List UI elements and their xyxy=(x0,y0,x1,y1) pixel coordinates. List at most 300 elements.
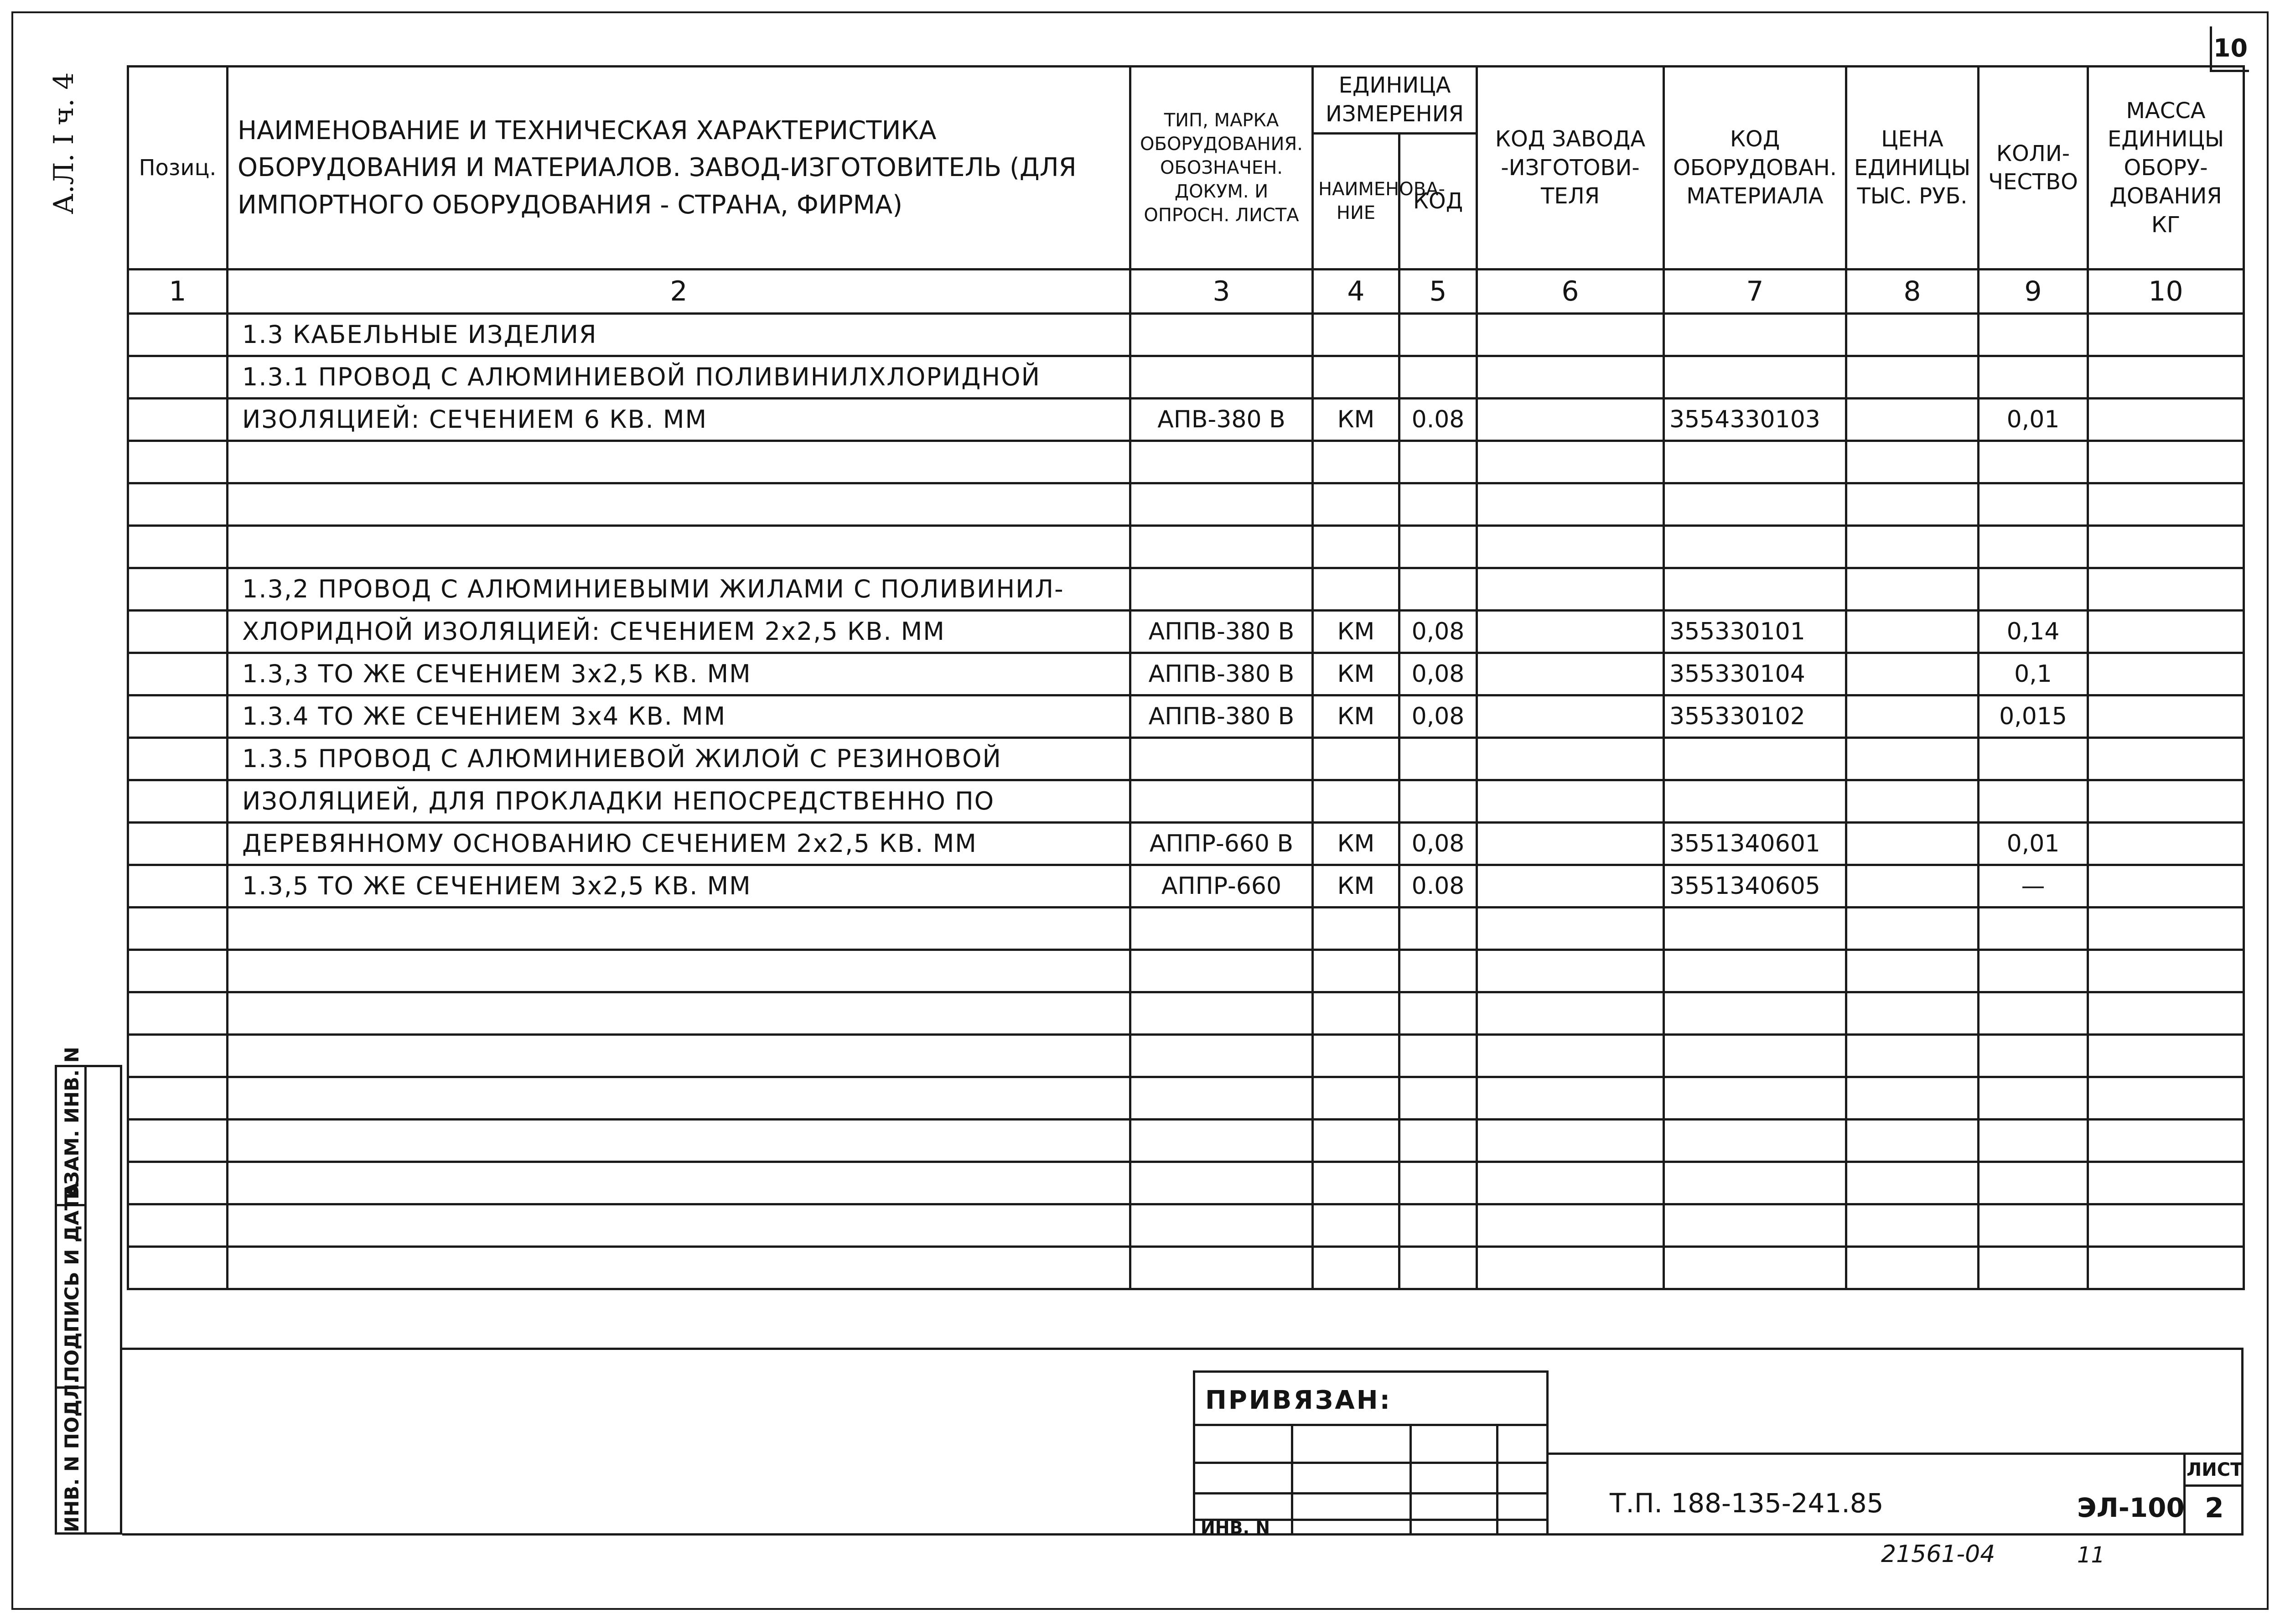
cell-name xyxy=(228,1204,1130,1247)
table-row xyxy=(128,992,2244,1035)
attached-grid-line xyxy=(1409,1424,1412,1536)
cell-qty xyxy=(1979,1204,2088,1247)
cell-unit: КМ xyxy=(1313,823,1399,865)
cell-mass xyxy=(2088,356,2244,399)
cell-mass xyxy=(2088,1204,2244,1247)
cell-mass xyxy=(2088,314,2244,356)
cell-mass xyxy=(2088,568,2244,611)
cell-factory xyxy=(1477,1120,1664,1162)
cell-factory xyxy=(1477,568,1664,611)
cell-qty xyxy=(1979,738,2088,780)
cell-pos xyxy=(128,653,228,695)
col-number: 10 xyxy=(2088,270,2244,314)
cell-code xyxy=(1399,526,1477,568)
cell-equip xyxy=(1664,1162,1846,1204)
attached-box xyxy=(1193,1370,1549,1538)
cell-name: ХЛОРИДНОЙ ИЗОЛЯЦИЕЙ: СЕЧЕНИЕМ 2х2,5 КВ. ММ xyxy=(228,611,1130,653)
cell-price xyxy=(1846,314,1979,356)
cell-mass xyxy=(2088,1247,2244,1289)
cell-factory xyxy=(1477,1077,1664,1120)
cell-type: АППВ-380 В xyxy=(1130,611,1313,653)
cell-pos xyxy=(128,441,228,483)
cell-mass xyxy=(2088,611,2244,653)
header-price: ЦЕНА ЕДИНИЦЫ ТЫС. РУБ. xyxy=(1846,67,1979,270)
cell-type xyxy=(1130,992,1313,1035)
cell-code xyxy=(1399,1077,1477,1120)
cell-factory xyxy=(1477,611,1664,653)
cell-factory xyxy=(1477,356,1664,399)
cell-name: 1.3.4 ТО ЖЕ СЕЧЕНИЕМ 3х4 КВ. ММ xyxy=(228,695,1130,738)
cell-unit xyxy=(1313,314,1399,356)
cell-code xyxy=(1399,992,1477,1035)
cell-factory xyxy=(1477,1204,1664,1247)
cell-price xyxy=(1846,1077,1979,1120)
attached-grid-line xyxy=(1496,1424,1498,1536)
cell-equip xyxy=(1664,526,1846,568)
cell-price xyxy=(1846,526,1979,568)
sheet-value: 2 xyxy=(2205,1492,2224,1524)
cell-factory xyxy=(1477,738,1664,780)
cell-type xyxy=(1130,1120,1313,1162)
cell-factory xyxy=(1477,992,1664,1035)
cell-qty xyxy=(1979,568,2088,611)
cell-pos xyxy=(128,950,228,992)
cell-pos xyxy=(128,356,228,399)
header-pos: Позиц. xyxy=(128,67,228,270)
cell-unit xyxy=(1313,1120,1399,1162)
cell-type: АПВ-380 В xyxy=(1130,399,1313,441)
cell-qty xyxy=(1979,314,2088,356)
cell-code: 0,08 xyxy=(1399,611,1477,653)
cell-factory xyxy=(1477,1035,1664,1077)
cell-qty xyxy=(1979,780,2088,823)
cell-code xyxy=(1399,1247,1477,1289)
table-row xyxy=(128,950,2244,992)
cell-unit: КМ xyxy=(1313,695,1399,738)
sheet-number: 10 xyxy=(2210,26,2249,72)
table-row xyxy=(128,356,2244,399)
cell-mass xyxy=(2088,695,2244,738)
cell-mass xyxy=(2088,526,2244,568)
cell-equip xyxy=(1664,992,1846,1035)
title-line xyxy=(1549,1453,2244,1455)
table-row xyxy=(128,865,2244,908)
cell-price xyxy=(1846,568,1979,611)
cell-mass xyxy=(2088,1035,2244,1077)
cell-equip xyxy=(1664,314,1846,356)
cell-code xyxy=(1399,568,1477,611)
cell-pos xyxy=(128,1247,228,1289)
table-row xyxy=(128,823,2244,865)
cell-price xyxy=(1846,1162,1979,1204)
cell-name xyxy=(228,1162,1130,1204)
cell-price xyxy=(1846,992,1979,1035)
cell-code xyxy=(1399,314,1477,356)
col-number: 6 xyxy=(1477,270,1664,314)
table-row xyxy=(128,483,2244,526)
cell-qty xyxy=(1979,908,2088,950)
cell-unit xyxy=(1313,1162,1399,1204)
stamp-divider xyxy=(84,1067,87,1532)
cell-pos xyxy=(128,908,228,950)
cell-name: 1.3,3 ТО ЖЕ СЕЧЕНИЕМ 3х2,5 КВ. ММ xyxy=(228,653,1130,695)
col-number: 2 xyxy=(228,270,1130,314)
table-row xyxy=(128,526,2244,568)
cell-factory xyxy=(1477,1247,1664,1289)
table-row xyxy=(128,695,2244,738)
cell-pos xyxy=(128,780,228,823)
cell-factory xyxy=(1477,526,1664,568)
cell-name: 1.3,2 ПРОВОД С АЛЮМИНИЕВЫМИ ЖИЛАМИ С ПОЛИВИНИЛ- xyxy=(228,568,1130,611)
specification-table xyxy=(127,65,2245,1290)
project-number: Т.П. 188-135-241.85 xyxy=(1610,1488,1884,1519)
cell-name: ИЗОЛЯЦИЕЙ, ДЛЯ ПРОКЛАДКИ НЕПОСРЕДСТВЕННО ПО xyxy=(228,780,1130,823)
header-mass: МАССА ЕДИНИЦЫ ОБОРУ- ДОВАНИЯ КГ xyxy=(2088,67,2244,270)
cell-price xyxy=(1846,611,1979,653)
stamp-inv-orig: ИНВ. N ПОДЛ. xyxy=(61,1376,83,1532)
cell-unit xyxy=(1313,356,1399,399)
table-row xyxy=(128,441,2244,483)
cell-pos xyxy=(128,314,228,356)
cell-name xyxy=(228,950,1130,992)
cell-mass xyxy=(2088,399,2244,441)
cell-code xyxy=(1399,738,1477,780)
cell-price xyxy=(1846,1247,1979,1289)
cell-mass xyxy=(2088,823,2244,865)
cell-equip xyxy=(1664,1247,1846,1289)
cell-factory xyxy=(1477,314,1664,356)
cell-pos xyxy=(128,399,228,441)
table-row xyxy=(128,399,2244,441)
cell-equip xyxy=(1664,738,1846,780)
cell-equip xyxy=(1664,1204,1846,1247)
cell-pos xyxy=(128,526,228,568)
cell-type xyxy=(1130,1247,1313,1289)
cell-pos xyxy=(128,1077,228,1120)
cell-mass xyxy=(2088,1162,2244,1204)
header-factory-code: КОД ЗАВОДА -ИЗГОТОВИ- ТЕЛЯ xyxy=(1477,67,1664,270)
cell-qty xyxy=(1979,950,2088,992)
col-number: 5 xyxy=(1399,270,1477,314)
attached-grid-line xyxy=(1195,1462,1549,1464)
cell-equip xyxy=(1664,483,1846,526)
archive-number: 21561-04 xyxy=(1881,1541,1995,1568)
cell-factory xyxy=(1477,399,1664,441)
col-number: 1 xyxy=(128,270,228,314)
cell-equip: 355330104 xyxy=(1664,653,1846,695)
cell-price xyxy=(1846,399,1979,441)
cell-unit: КМ xyxy=(1313,653,1399,695)
cell-price xyxy=(1846,1204,1979,1247)
cell-code xyxy=(1399,1162,1477,1204)
stamp-replace-inv: ВЗАМ. ИНВ. N xyxy=(61,1047,83,1199)
cell-price xyxy=(1846,1120,1979,1162)
cell-qty xyxy=(1979,441,2088,483)
cell-mass xyxy=(2088,780,2244,823)
table-row xyxy=(128,1204,2244,1247)
cell-name xyxy=(228,483,1130,526)
cell-code xyxy=(1399,483,1477,526)
cell-name: 1.3 КАБЕЛЬНЫЕ ИЗДЕЛИЯ xyxy=(228,314,1130,356)
cell-mass xyxy=(2088,950,2244,992)
cell-pos xyxy=(128,738,228,780)
col-number: 3 xyxy=(1130,270,1313,314)
cell-name: 1.3.5 ПРОВОД С АЛЮМИНИЕВОЙ ЖИЛОЙ С РЕЗИНОВОЙ xyxy=(228,738,1130,780)
cell-qty xyxy=(1979,1077,2088,1120)
header-unit: ЕДИНИЦА ИЗМЕРЕНИЯ xyxy=(1313,67,1477,134)
cell-type xyxy=(1130,908,1313,950)
cell-pos xyxy=(128,1162,228,1204)
attached-grid-line xyxy=(1195,1492,1549,1494)
cell-type xyxy=(1130,1035,1313,1077)
cell-price xyxy=(1846,908,1979,950)
cell-factory xyxy=(1477,1162,1664,1204)
cell-factory xyxy=(1477,780,1664,823)
cell-price xyxy=(1846,780,1979,823)
cell-pos xyxy=(128,992,228,1035)
cell-equip xyxy=(1664,780,1846,823)
cell-qty xyxy=(1979,483,2088,526)
cell-equip xyxy=(1664,908,1846,950)
cell-equip xyxy=(1664,356,1846,399)
cell-mass xyxy=(2088,908,2244,950)
cell-code: 0,08 xyxy=(1399,653,1477,695)
cell-type xyxy=(1130,738,1313,780)
cell-qty xyxy=(1979,1120,2088,1162)
cell-code: 0.08 xyxy=(1399,399,1477,441)
cell-equip: 3551340601 xyxy=(1664,823,1846,865)
cell-qty xyxy=(1979,992,2088,1035)
cell-mass xyxy=(2088,441,2244,483)
cell-price xyxy=(1846,950,1979,992)
cell-unit xyxy=(1313,950,1399,992)
cell-price xyxy=(1846,356,1979,399)
col-number: 4 xyxy=(1313,270,1399,314)
cell-name xyxy=(228,992,1130,1035)
cell-type xyxy=(1130,314,1313,356)
inv-no-label: ИНВ. N xyxy=(1201,1518,1270,1538)
cell-type xyxy=(1130,356,1313,399)
cell-unit xyxy=(1313,780,1399,823)
cell-equip: 355330102 xyxy=(1664,695,1846,738)
cell-pos xyxy=(128,1035,228,1077)
cell-code xyxy=(1399,950,1477,992)
cell-equip: 3551340605 xyxy=(1664,865,1846,908)
cell-equip xyxy=(1664,441,1846,483)
cell-mass xyxy=(2088,483,2244,526)
table-row xyxy=(128,1162,2244,1204)
cell-factory xyxy=(1477,865,1664,908)
cell-unit xyxy=(1313,441,1399,483)
attached-grid-line xyxy=(1291,1424,1293,1536)
cell-unit xyxy=(1313,526,1399,568)
cell-code: 0,08 xyxy=(1399,695,1477,738)
cell-price xyxy=(1846,653,1979,695)
cell-type xyxy=(1130,1204,1313,1247)
cell-code xyxy=(1399,780,1477,823)
cell-qty: 0,015 xyxy=(1979,695,2088,738)
cell-code xyxy=(1399,441,1477,483)
cell-unit: КМ xyxy=(1313,865,1399,908)
side-note: А.Л. I ч. 4 xyxy=(48,72,80,214)
cell-unit xyxy=(1313,1035,1399,1077)
cell-pos xyxy=(128,611,228,653)
cell-mass xyxy=(2088,992,2244,1035)
table-row xyxy=(128,780,2244,823)
header-type: ТИП, МАРКА ОБОРУДОВАНИЯ. ОБОЗНАЧЕН. ДОКУМ. И ОПРОСН. ЛИСТА xyxy=(1130,67,1313,270)
table-row xyxy=(128,908,2244,950)
cell-factory xyxy=(1477,441,1664,483)
cell-unit: КМ xyxy=(1313,611,1399,653)
cell-mass xyxy=(2088,738,2244,780)
col-number: 9 xyxy=(1979,270,2088,314)
col-number: 7 xyxy=(1664,270,1846,314)
cell-code xyxy=(1399,1204,1477,1247)
cell-equip: 355330101 xyxy=(1664,611,1846,653)
cell-name xyxy=(228,1120,1130,1162)
table-row xyxy=(128,1077,2244,1120)
cell-type xyxy=(1130,780,1313,823)
cell-qty xyxy=(1979,1162,2088,1204)
cell-type xyxy=(1130,1162,1313,1204)
cell-equip xyxy=(1664,1077,1846,1120)
cell-equip: 3554330103 xyxy=(1664,399,1846,441)
cell-mass xyxy=(2088,653,2244,695)
cell-qty: 0,01 xyxy=(1979,399,2088,441)
cell-code xyxy=(1399,1120,1477,1162)
cell-code xyxy=(1399,1035,1477,1077)
table-row xyxy=(128,314,2244,356)
cell-name xyxy=(228,1247,1130,1289)
cell-name: 1.3,5 ТО ЖЕ СЕЧЕНИЕМ 3х2,5 КВ. ММ xyxy=(228,865,1130,908)
cell-type xyxy=(1130,950,1313,992)
attached-label: ПРИВЯЗАН: xyxy=(1205,1385,1392,1415)
table-row xyxy=(128,611,2244,653)
cell-price xyxy=(1846,483,1979,526)
cell-type: АППВ-380 В xyxy=(1130,695,1313,738)
footer-page: 11 xyxy=(2077,1542,2105,1568)
cell-name: 1.3.1 ПРОВОД С АЛЮМИНИЕВОЙ ПОЛИВИНИЛХЛОРИДНОЙ xyxy=(228,356,1130,399)
cell-name xyxy=(228,1035,1130,1077)
cell-mass xyxy=(2088,865,2244,908)
cell-type xyxy=(1130,441,1313,483)
cell-pos xyxy=(128,1120,228,1162)
cell-unit: КМ xyxy=(1313,399,1399,441)
cell-name xyxy=(228,526,1130,568)
cell-price xyxy=(1846,1035,1979,1077)
cell-unit xyxy=(1313,992,1399,1035)
cell-type xyxy=(1130,1077,1313,1120)
title-block xyxy=(122,1348,2244,1535)
table-row xyxy=(128,1120,2244,1162)
cell-qty: 0,14 xyxy=(1979,611,2088,653)
table-row xyxy=(128,1247,2244,1289)
left-stamp xyxy=(55,1047,122,1535)
cell-unit xyxy=(1313,908,1399,950)
cell-code: 0,08 xyxy=(1399,823,1477,865)
cell-type xyxy=(1130,483,1313,526)
header-name: НАИМЕНОВАНИЕ И ТЕХНИЧЕСКАЯ ХАРАКТЕРИСТИКА ОБОРУДОВАНИЯ И МАТЕРИАЛОВ. ЗАВОД-ИЗГОТОВИТЕЛЬ (ДЛЯ ИМПОРТНОГО ОБОРУДОВАНИЯ - СТРАНА, ФИРМА) xyxy=(228,67,1130,270)
cell-price xyxy=(1846,441,1979,483)
cell-price xyxy=(1846,738,1979,780)
cell-unit xyxy=(1313,1247,1399,1289)
cell-code xyxy=(1399,356,1477,399)
cell-qty xyxy=(1979,1247,2088,1289)
cell-name xyxy=(228,908,1130,950)
cell-unit xyxy=(1313,483,1399,526)
cell-code xyxy=(1399,908,1477,950)
cell-pos xyxy=(128,865,228,908)
header-equip-code: КОД ОБОРУДОВАН. МАТЕРИАЛА xyxy=(1664,67,1846,270)
title-block-bottom xyxy=(122,1533,2244,1536)
cell-name xyxy=(228,441,1130,483)
cell-qty xyxy=(1979,1035,2088,1077)
cell-qty xyxy=(1979,526,2088,568)
cell-pos xyxy=(128,483,228,526)
cell-qty xyxy=(1979,356,2088,399)
cell-pos xyxy=(128,695,228,738)
cell-qty: 0,01 xyxy=(1979,823,2088,865)
cell-equip xyxy=(1664,1035,1846,1077)
cell-type xyxy=(1130,568,1313,611)
cell-equip xyxy=(1664,1120,1846,1162)
cell-price xyxy=(1846,865,1979,908)
cell-factory xyxy=(1477,653,1664,695)
cell-name xyxy=(228,1077,1130,1120)
cell-unit xyxy=(1313,738,1399,780)
cell-price xyxy=(1846,823,1979,865)
cell-code: 0.08 xyxy=(1399,865,1477,908)
cell-qty: — xyxy=(1979,865,2088,908)
title-line xyxy=(2183,1484,2244,1487)
cell-factory xyxy=(1477,823,1664,865)
cell-price xyxy=(1846,695,1979,738)
cell-mass xyxy=(2088,1077,2244,1120)
cell-name: ИЗОЛЯЦИЕЙ: СЕЧЕНИЕМ 6 КВ. ММ xyxy=(228,399,1130,441)
col-number: 8 xyxy=(1846,270,1979,314)
drawing-code: ЭЛ-100 xyxy=(2077,1492,2185,1523)
header-unit-name: НАИМЕНОВА- НИЕ xyxy=(1313,133,1399,269)
cell-pos xyxy=(128,823,228,865)
stamp-sign-date: ПОДПИСЬ И ДАТА xyxy=(61,1183,83,1382)
cell-factory xyxy=(1477,695,1664,738)
cell-type xyxy=(1130,526,1313,568)
header-unit-code: КОД xyxy=(1399,133,1477,269)
table-row xyxy=(128,568,2244,611)
header-qty: КОЛИ- ЧЕСТВО xyxy=(1979,67,2088,270)
table-row xyxy=(128,1035,2244,1077)
cell-pos xyxy=(128,1204,228,1247)
table-row xyxy=(128,653,2244,695)
attached-grid-line xyxy=(1195,1424,1549,1426)
table-row xyxy=(128,738,2244,780)
cell-factory xyxy=(1477,483,1664,526)
sheet-label: ЛИСТ xyxy=(2187,1459,2243,1480)
cell-pos xyxy=(128,568,228,611)
cell-type: АППР-660 xyxy=(1130,865,1313,908)
cell-equip xyxy=(1664,950,1846,992)
cell-type: АППВ-380 В xyxy=(1130,653,1313,695)
cell-type: АППР-660 В xyxy=(1130,823,1313,865)
cell-unit xyxy=(1313,1204,1399,1247)
cell-mass xyxy=(2088,1120,2244,1162)
cell-unit xyxy=(1313,1077,1399,1120)
cell-qty: 0,1 xyxy=(1979,653,2088,695)
cell-name: ДЕРЕВЯННОМУ ОСНОВАНИЮ СЕЧЕНИЕМ 2х2,5 КВ. ММ xyxy=(228,823,1130,865)
cell-factory xyxy=(1477,950,1664,992)
cell-unit xyxy=(1313,568,1399,611)
cell-equip xyxy=(1664,568,1846,611)
